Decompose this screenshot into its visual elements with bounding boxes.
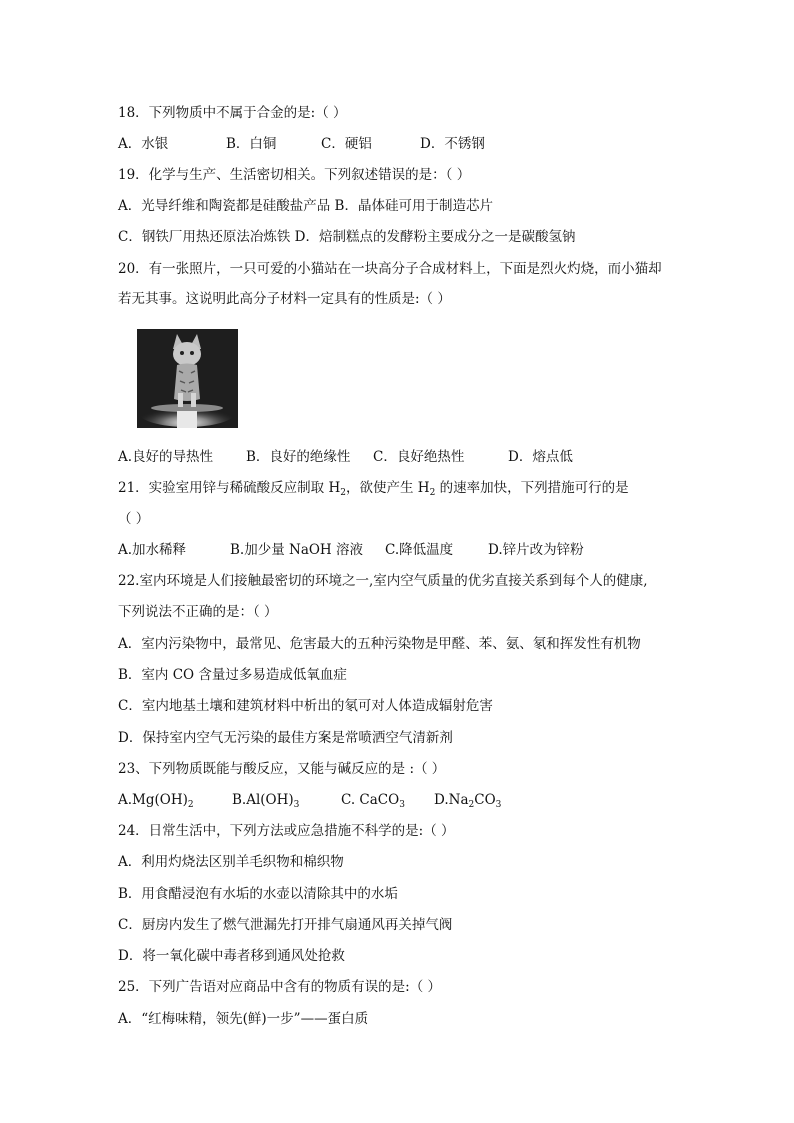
- subscript: 2: [187, 800, 194, 810]
- question-22-option-a: A．室内污染物中，最常见、危害最大的五种污染物是甲醛、苯、氨、氡和挥发性有机物: [118, 636, 641, 652]
- cat-on-polymer-photo: [137, 329, 238, 428]
- option-a: A.加水稀释: [118, 542, 187, 558]
- question-22-option-d: D．保持室内空气无污染的最佳方案是常喷洒空气清新剂: [118, 730, 453, 746]
- formula: CO: [474, 792, 496, 808]
- option-c: [341, 791, 405, 814]
- question-25-option-a: A．“红梅味精，领先(鲜)一步”——蛋白质: [118, 1011, 369, 1027]
- stem-part: ，欲使产生 H: [345, 480, 430, 496]
- option-b: B．良好的绝缘性: [246, 449, 351, 465]
- formula: C. CaCO: [341, 792, 400, 808]
- question-19-options-cd: C．钢铁厂用热还原法冶炼铁 D．焙制糕点的发酵粉主要成分之一是碳酸氢钠: [118, 229, 576, 245]
- option-c: C．硬铝: [321, 136, 372, 152]
- question-22-stem-line2: 下列说法不正确的是：（ ）: [118, 604, 278, 620]
- question-21-stem-line1: [118, 479, 629, 502]
- option-c: C.降低温度: [385, 542, 454, 558]
- subscript: 2: [340, 488, 346, 498]
- option-a: A.良好的导热性: [118, 449, 214, 465]
- option-b: B.加少量 NaOH 溶液: [230, 542, 363, 558]
- question-22-stem-line1: 22.室内环境是人们接触最密切的环境之一,室内空气质量的优劣直接关系到每个人的健康,: [118, 573, 648, 589]
- question-22-option-c: C．室内地基土壤和建筑材料中析出的氡可对人体造成辐射危害: [118, 698, 493, 714]
- option-b: [232, 791, 299, 814]
- question-21-stem-line2: （ ）: [118, 511, 150, 527]
- question-24-stem: 24．日常生活中，下列方法或应急措施不科学的是:（ ）: [118, 823, 455, 839]
- question-22-option-b: B．室内 CO 含量过多易造成低氧血症: [118, 667, 347, 683]
- question-24-option-b: B．用食醋浸泡有水垢的水壶以清除其中的水垢: [118, 886, 398, 902]
- question-20-stem-line2: 若无其事。这说明此高分子材料一定具有的性质是:（ ）: [118, 291, 451, 307]
- question-20-stem-line1: 20．有一张照片，一只可爱的小猫站在一块高分子合成材料上，下面是烈火灼烧，而小猫却: [118, 261, 662, 277]
- stem-part: 21．实验室用锌与稀硫酸反应制取 H: [118, 480, 341, 496]
- option-d: D.锌片改为锌粉: [488, 542, 584, 558]
- stem-part: 的速率加快，下列措施可行的是: [435, 480, 629, 496]
- formula: A.Mg(OH): [118, 792, 188, 808]
- option-a: [118, 791, 194, 814]
- option-c: C．良好绝热性: [373, 449, 465, 465]
- option-d: D．不锈钢: [420, 136, 485, 152]
- question-25-stem: 25．下列广告语对应商品中含有的物质有误的是:（ ）: [118, 979, 442, 995]
- question-23-stem: 23、下列物质既能与酸反应，又能与碱反应的是 :（ ）: [118, 761, 446, 777]
- subscript: 2: [468, 800, 475, 810]
- subscript: 3: [495, 800, 502, 810]
- option-a: A．水银: [118, 136, 169, 152]
- formula: B.Al(OH): [232, 792, 294, 808]
- option-d: D．熔点低: [508, 449, 573, 465]
- formula: D.Na: [434, 792, 469, 808]
- question-24-option-a: A．利用灼烧法区别羊毛织物和棉织物: [118, 854, 344, 870]
- subscript: 2: [429, 488, 436, 498]
- subscript: 3: [293, 800, 300, 810]
- subscript: 3: [399, 800, 405, 810]
- question-19-options-ab: A．光导纤维和陶瓷都是硅酸盐产品 B．晶体硅可用于制造芯片: [118, 198, 493, 214]
- question-18-stem: 18．下列物质中不属于合金的是:（ ）: [118, 105, 347, 121]
- option-d: [434, 791, 501, 814]
- question-19-stem: 19．化学与生产、生活密切相关。下列叙述错误的是：（ ）: [118, 167, 471, 183]
- option-b: B．白铜: [226, 136, 277, 152]
- question-24-option-d: D．将一氧化碳中毒者移到通风处抢救: [118, 948, 345, 964]
- question-24-option-c: C．厨房内发生了燃气泄漏先打开排气扇通风再关掉气阀: [118, 917, 453, 933]
